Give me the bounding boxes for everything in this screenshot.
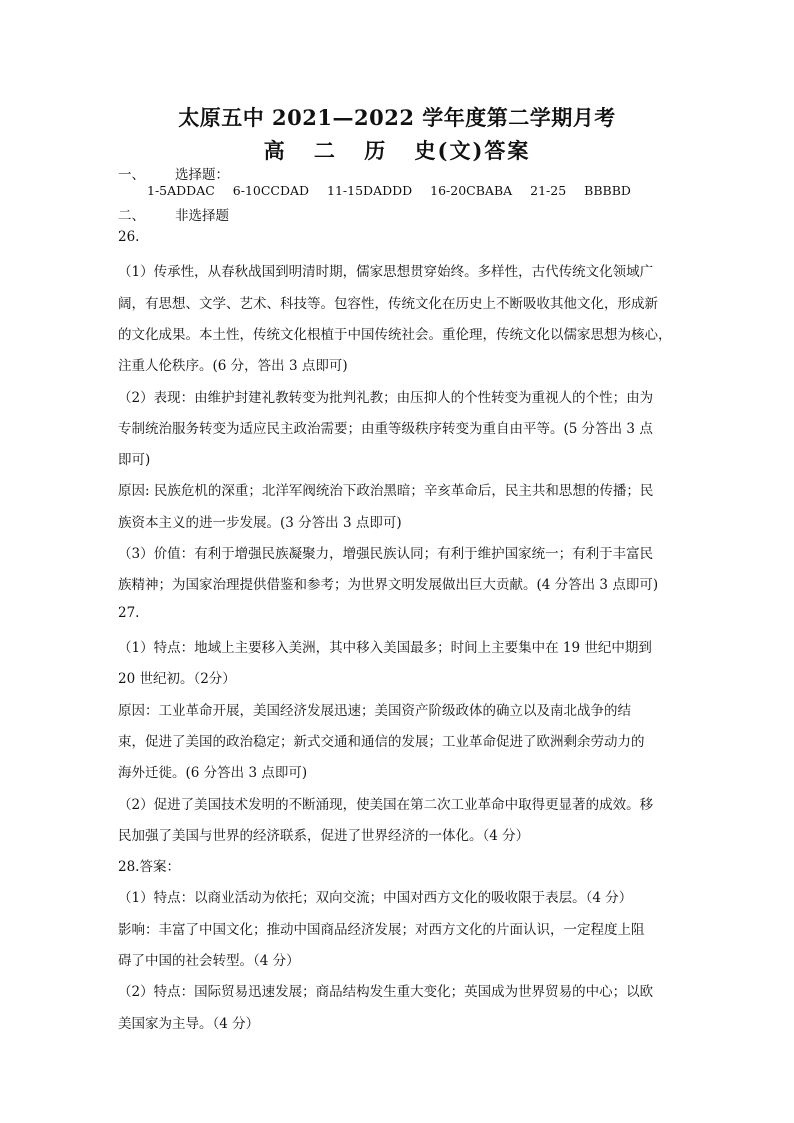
section-two-number: 二、 (118, 208, 145, 224)
answer-line: （3）价值：有利于增强民族凝聚力，增强民族认同；有利于维护国家统一；有利于丰富民 (118, 546, 654, 562)
answer-line: （1）特点：以商业活动为依托；双向交流；中国对西方文化的吸收限于表层。（4 分） (118, 890, 633, 906)
answer-line: 即可) (118, 452, 151, 468)
exam-title: 太原五中 2021—2022 学年度第二学期月考 (178, 105, 616, 130)
answer-line: 民加强了美国与世界的经济联系，促进了世界经济的一体化。（4 分） (118, 828, 530, 844)
answer-line: （1）特点：地域上主要移入美洲，其中移入美国最多；时间上主要集中在 19 世纪中期到 (118, 640, 652, 656)
answer-line: 阔，有思想、文学、艺术、科技等。包容性，传统文化在历史上不断吸收其他文化，形成新 (118, 296, 658, 312)
answer-line: （2）特点：国际贸易迅速发展；商品结构发生重大变化；英国成为世界贸易的中心；以欧 (118, 984, 654, 1000)
answer-line: 束，促进了美国的政治稳定；新式交通和通信的发展；工业革命促进了欧洲剩余劳动力的 (118, 734, 645, 750)
answer-line: 原因: 民族危机的深重；北洋军阀统治下政治黑暗；辛亥革命后，民主共和思想的传播；民 (118, 483, 654, 499)
section-one-number: 一、 (118, 167, 145, 183)
answer-line: 的文化成果。本土性，传统文化根植于中国传统社会。重伦理，传统文化以儒家思想为核心， (118, 327, 672, 343)
answer-line: 海外迁徙。(6 分答出 3 点即可) (118, 765, 308, 781)
answer-line: （2）表现：由维护封建礼教转变为批判礼教；由压抑人的个性转变为重视人的个性；由为 (118, 390, 654, 406)
section-one-heading (118, 163, 229, 183)
section-two-title: 非选择题 (175, 208, 229, 224)
multiple-choice-answers: 1-5ADDAC 6-10CCDAD 11-15DADDD 16-20CBABA 21-25 BBBBD (147, 183, 631, 198)
answer-line: （2）促进了美国技术发明的不断涌现，使美国在第二次工业革命中取得更显著的成效。移 (118, 797, 654, 813)
answer-line: 27. (118, 605, 140, 621)
answer-line: 碍了中国的社会转型。（4 分） (118, 953, 300, 969)
answer-line: 28.答案： (118, 859, 180, 875)
answer-line: 原因：工业革命开展，美国经济发展迅速；美国资产阶级政体的确立以及南北战争的结 (118, 703, 631, 719)
answer-line: 族精神；为国家治理提供借鉴和参考；为世界文明发展做出巨大贡献。(4 分答出 3 点即可) (118, 577, 659, 593)
section-one-title: 选择题： (175, 167, 229, 183)
answer-line: 影响：丰富了中国文化；推动中国商品经济发展；对西方文化的片面认识，一定程度上阻 (118, 922, 645, 938)
answer-line: 20 世纪初。（2分） (118, 671, 236, 687)
answer-line: （1）传承性，从春秋战国到明清时期，儒家思想贯穿始终。多样性，古代传统文化领域广 (118, 264, 654, 280)
section-two-heading (118, 204, 229, 224)
answer-line: 专制统治服务转变为适应民主政治需要；由重等级秩序转变为重自由平等。(5 分答出 3 点 (118, 421, 653, 437)
subject-title: 高 二 历 史(文)答案 (263, 138, 531, 163)
answer-line: 族资本主义的进一步发展。(3 分答出 3 点即可) (118, 515, 402, 531)
answer-line: 美国家为主导。（4 分） (118, 1016, 260, 1032)
answer-line: 注重人伦秩序。(6 分，答出 3 点即可) (118, 358, 348, 374)
answer-line: 26. (118, 229, 140, 245)
